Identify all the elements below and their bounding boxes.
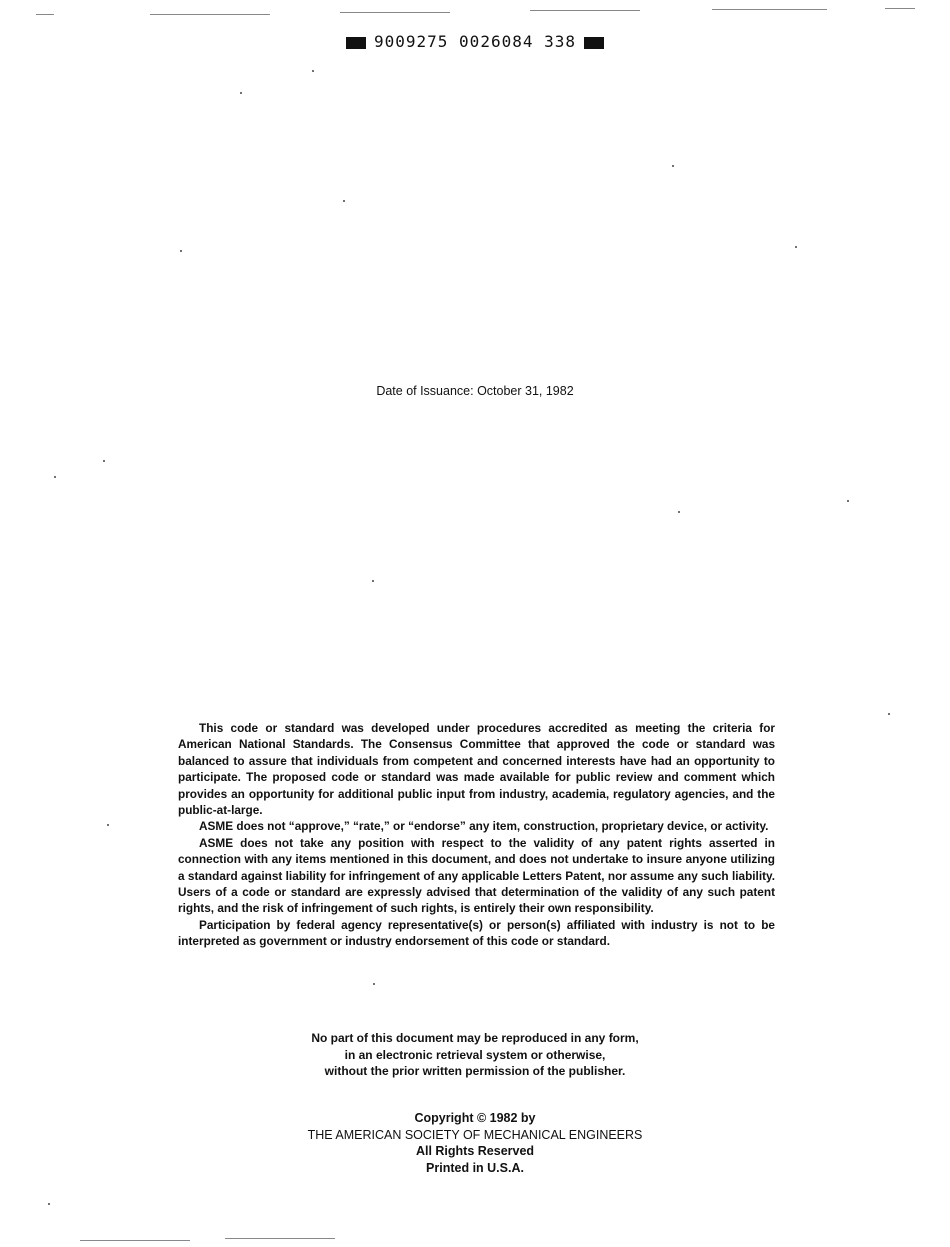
barcode-block-left <box>346 37 366 49</box>
notice-line: No part of this document may be reproduced in any form, <box>311 1031 639 1045</box>
scan-artifact <box>712 9 827 10</box>
document-code-number: 9009275 0026084 338 <box>373 32 577 51</box>
scan-speck <box>107 824 109 826</box>
scan-artifact <box>530 10 640 11</box>
scan-artifact <box>885 8 915 9</box>
scan-speck <box>672 165 674 167</box>
scan-speck <box>312 70 314 72</box>
paragraph-patent-rights: ASME does not take any position with respect to the validity of any patent rights asserted in connection with any items mentioned in this document, and does not undertake to insure anyone utilizing a standard against liability for infringement of any applicable Letters Patent, nor assume any such liability. Users of a code or standard are expressly advised that determination of the validity of any such patent rights, and the risk of infringement of such rights, is entirely their own responsibility. <box>178 835 775 916</box>
scan-speck <box>180 250 182 252</box>
barcode-block-right <box>584 37 604 49</box>
scan-speck <box>373 983 375 985</box>
notice-line: in an electronic retrieval system or otherwise, <box>344 1047 606 1062</box>
rights-reserved: All Rights Reserved <box>415 1144 535 1158</box>
reproduction-notice <box>0 1030 950 1080</box>
date-of-issuance: Date of Issuance: October 31, 1982 <box>376 384 574 398</box>
scan-speck <box>54 476 56 478</box>
scan-artifact <box>36 14 54 15</box>
scan-speck <box>847 500 849 502</box>
scan-speck <box>240 92 242 94</box>
document-code-header <box>0 32 950 51</box>
copyright-block <box>0 1110 950 1176</box>
paragraph-federal-participation: Participation by federal agency representative(s) or person(s) affiliated with industry is not to be interpreted as government or industry endorsement of this code or standard. <box>178 917 775 949</box>
scan-artifact <box>225 1238 335 1239</box>
legal-disclaimer <box>178 720 775 950</box>
publisher-name: THE AMERICAN SOCIETY OF MECHANICAL ENGINEERS <box>307 1127 643 1142</box>
scan-artifact <box>340 12 450 13</box>
scan-artifact <box>80 1240 190 1241</box>
scan-speck <box>48 1203 50 1205</box>
scan-speck <box>372 580 374 582</box>
notice-line: without the prior written permission of the publisher. <box>324 1064 626 1078</box>
scan-speck <box>343 200 345 202</box>
paragraph-no-approval: ASME does not “approve,” “rate,” or “endorse” any item, construction, proprietary device, or activity. <box>199 819 769 834</box>
scan-speck <box>795 246 797 248</box>
printed-in: Printed in U.S.A. <box>426 1160 524 1175</box>
scan-speck <box>888 713 890 715</box>
scan-speck <box>103 460 105 462</box>
scan-speck <box>678 511 680 513</box>
scan-artifact <box>150 14 270 15</box>
copyright-line: Copyright © 1982 by <box>414 1111 536 1125</box>
paragraph-consensus: This code or standard was developed under procedures accredited as meeting the criteria for American National Standards. The Consensus Committee that approved the code or standard was balanced to assure that individuals from competent and concerned interests have had an opportunity to participate. The proposed code or standard was made available for public review and comment which provides an opportunity for additional public input from industry, academia, regulatory agencies, and the public-at-large. <box>178 721 775 818</box>
